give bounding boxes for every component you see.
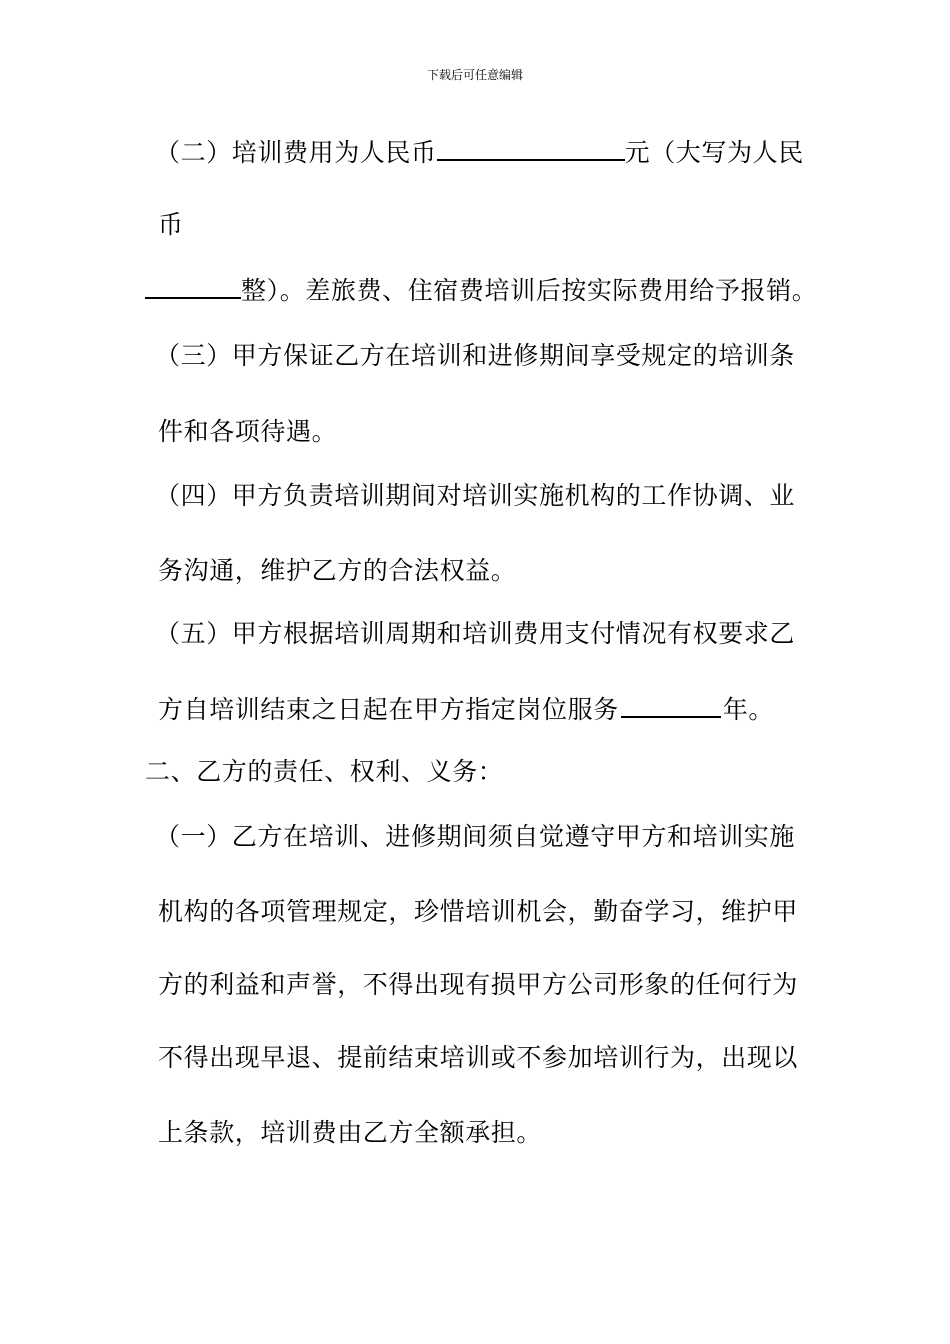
clause-2-line-2: 币 xyxy=(158,210,184,239)
clause-2-line-1 xyxy=(155,137,804,168)
section-2-item-1-line-3: 方的利益和声誉，不得出现有损甲方公司形象的任何行为 xyxy=(158,970,799,999)
clause-5-line-1: （五）甲方根据培训周期和培训费用支付情况有权要求乙 xyxy=(155,619,796,648)
service-years-blank xyxy=(621,694,721,718)
clause-2-text-c: 整）。差旅费、住宿费培训后按实际费用给予报销。 xyxy=(241,276,818,305)
clause-4-line-2: 务沟通，维护乙方的合法权益。 xyxy=(158,556,517,585)
amount-words-blank xyxy=(145,275,241,299)
clause-5-text-a: 方自培训结束之日起在甲方指定岗位服务 xyxy=(158,695,619,724)
section-2-item-1-line-1: （一）乙方在培训、进修期间须自觉遵守甲方和培训实施 xyxy=(155,822,796,851)
clause-5-text-b: 年。 xyxy=(722,695,775,724)
section-2-item-1-line-4: 不得出现早退、提前结束培训或不参加培训行为，出现以 xyxy=(158,1043,799,1072)
clause-5-line-2 xyxy=(158,694,774,725)
clause-2-text-b: 元（大写为人民 xyxy=(624,138,804,167)
clause-4-line-1: （四）甲方负责培训期间对培训实施机构的工作协调、业 xyxy=(155,481,796,510)
section-2-item-1-line-2: 机构的各项管理规定，珍惜培训机会，勤奋学习，维护甲 xyxy=(158,897,799,926)
clause-3-line-1: （三）甲方保证乙方在培训和进修期间享受规定的培训条 xyxy=(155,341,796,370)
section-2-heading: 二、乙方的责任、权利、义务： xyxy=(145,757,504,786)
clause-3-line-2: 件和各项待遇。 xyxy=(158,417,338,446)
header-note: 下载后可任意编辑 xyxy=(426,68,523,82)
amount-blank xyxy=(437,137,625,161)
clause-2-text-a: （二）培训费用为人民币 xyxy=(155,138,437,167)
section-2-item-1-line-5: 上条款，培训费由乙方全额承担。 xyxy=(158,1118,543,1147)
clause-2-line-3 xyxy=(145,275,817,306)
